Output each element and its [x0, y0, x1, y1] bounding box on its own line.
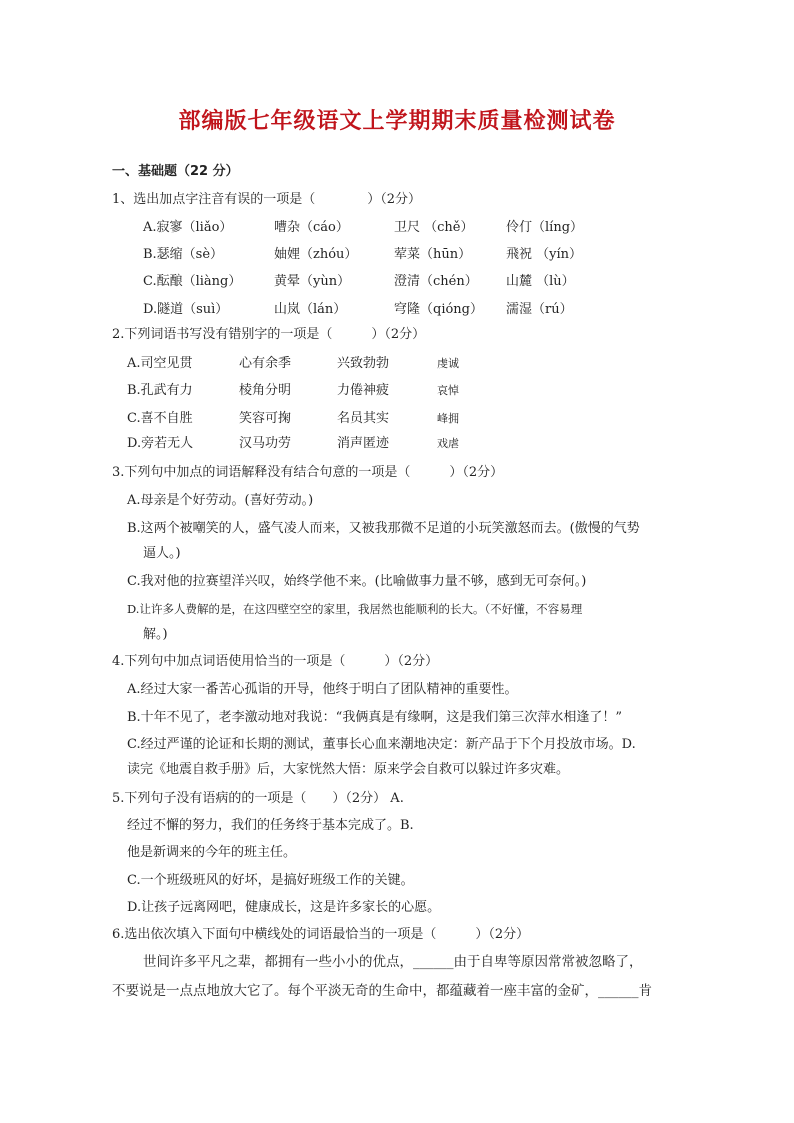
question-5-option-d: D.让孩子远离网吧，健康成长，这是许多家长的心愿。: [127, 900, 441, 915]
question-4-option-d: 读完《地震自救手册》后，大家恍然大悟：原来学会自救可以躲过许多灾难。: [127, 762, 570, 777]
option-a-word-1: A.司空见贯: [127, 356, 193, 371]
question-6-passage-2: 不要说是一点点地放大它了。每个平淡无奇的生命中，都蕴藏着一座丰富的金矿，______肯: [112, 983, 652, 999]
option-d-word-3: 穹隆（qióng）: [394, 302, 484, 317]
question-5-option-c: C.一个班级班风的好坏，是搞好班级工作的关键。: [127, 873, 414, 888]
option-a-word-2: 心有余季: [239, 356, 292, 371]
question-3-option-b: B.这两个被嘲笑的人，盛气凌人而来，又被我那微不足道的小玩笑激怒而去。(傲慢的气势: [127, 521, 640, 536]
option-c-word-2: 笑容可掬: [239, 411, 292, 426]
question-1-stem: 1、选出加点字注音有误的一项是（ ）（2分）: [112, 192, 422, 207]
question-4-option-c: C.经过严谨的论证和长期的测试，董事长心血来潮地决定：新产品于下个月投放市场。D.: [127, 737, 636, 752]
option-b-word-3: 力倦神疲: [337, 383, 390, 398]
question-6-passage-1: 世间许多平凡之辈，都拥有一些小小的优点，______由于自卑等原因常常被忽略了，: [143, 954, 643, 970]
option-c-word-4: 峰拥: [437, 412, 459, 425]
option-d-word-1: D.隧道（suì）: [143, 302, 229, 317]
option-a-word-2: 嘈杂（cáo）: [274, 220, 349, 235]
option-d-word-1: D.旁若无人: [127, 436, 194, 451]
question-3-stem: 3.下列句中加点的词语解释没有结合句意的一项是（ ）（2分）: [112, 465, 504, 480]
option-b-word-1: B.孔武有力: [127, 383, 193, 398]
question-5-line-2: 他是新调来的今年的班主任。: [127, 845, 297, 860]
option-c-word-1: C.酝酿（liàng）: [143, 274, 242, 289]
option-a-word-3: 卫尺 （chě）: [394, 220, 474, 235]
question-5-line-1: 经过不懈的努力，我们的任务终于基本完成了。B.: [127, 818, 414, 833]
option-a-word-1: A.寂寥（liǎo）: [143, 220, 233, 235]
question-3-option-d-cont: 解。): [143, 627, 168, 642]
question-3-option-b-cont: 逼人。): [143, 546, 181, 561]
option-c-word-3: 名员其实: [337, 411, 390, 426]
question-4-stem: 4.下列句中加点词语使用恰当的一项是（ ）（2分）: [112, 654, 439, 669]
option-b-word-4: 飛祝 （yín）: [506, 247, 583, 262]
page-title: 部编版七年级语文上学期期末质量检测试卷: [178, 109, 616, 134]
option-c-word-3: 澄清（chén）: [394, 274, 478, 289]
option-a-word-4: 虔诚: [437, 357, 459, 370]
option-a-word-3: 兴致勃勃: [337, 356, 390, 371]
option-d-word-2: 汉马功劳: [239, 436, 292, 451]
option-d-word-4: 濡湿（rú）: [506, 302, 573, 317]
option-b-word-2: 棱角分明: [239, 383, 292, 398]
question-3-option-d: D.让许多人费解的是，在这四壁空空的家里，我居然也能顺利的长大。（不好懂，不容易理: [127, 602, 583, 616]
question-4-option-a: A.经过大家一番苦心孤诣的开导，他终于明白了团队精神的重要性。: [127, 682, 518, 697]
option-d-word-2: 山岚（lán）: [274, 302, 347, 317]
option-b-word-4: 哀悼: [437, 384, 459, 397]
option-c-word-2: 黄晕（yùn）: [274, 274, 351, 289]
option-d-word-3: 消声匿迹: [337, 436, 390, 451]
option-d-word-4: 戏虐: [437, 437, 459, 450]
question-5-stem: 5.下列句子没有语病的的一项是（ ）（2分） A.: [112, 791, 404, 806]
question-3-option-c: C.我对他的拉赛望洋兴叹，始终学他不来。(比喻做事力量不够，感到无可奈何。): [127, 574, 587, 589]
option-b-word-1: B.瑟缩（sè）: [143, 247, 224, 262]
question-6-stem: 6.选出依次填入下面句中横线处的词语最恰当的一项是（ ）（2分）: [112, 927, 530, 942]
option-a-word-4: 伶仃（líng）: [506, 220, 584, 235]
section-heading: 一、基础题（22 分）: [112, 164, 239, 179]
question-3-option-a: A.母亲是个好劳动。(喜好劳动。): [127, 493, 314, 508]
option-b-word-2: 妯娌（zhóu）: [274, 247, 358, 262]
option-c-word-4: 山麓 （lù）: [506, 274, 575, 289]
question-4-option-b: B.十年不见了，老李激动地对我说：“我俩真是有缘啊，这是我们第三次萍水相逢了！”: [127, 710, 622, 725]
option-b-word-3: 荤菜（hūn）: [394, 247, 472, 262]
question-2-stem: 2.下列词语书写没有错别字的一项是（ ）（2分）: [112, 327, 426, 342]
option-c-word-1: C.喜不自胜: [127, 411, 193, 426]
